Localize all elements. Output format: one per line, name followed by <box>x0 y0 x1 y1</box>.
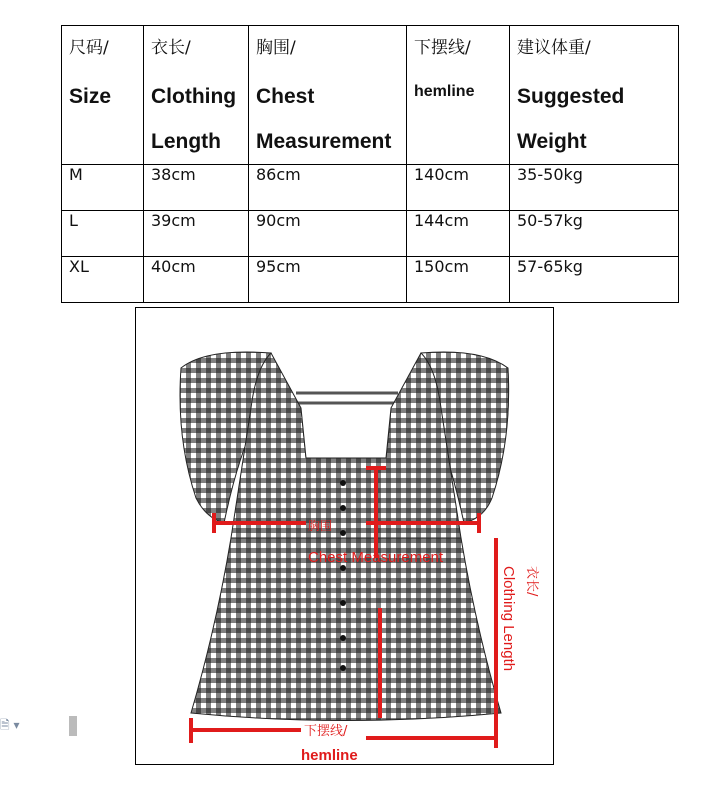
cell-weight: 35-50kg <box>510 165 679 211</box>
header-chest-cn: 胸围/ <box>256 38 296 58</box>
hem-label-en: hemline <box>301 747 358 764</box>
table-header-row <box>62 26 679 165</box>
chest-label-en: Chest Measurement <box>308 549 444 566</box>
cell-length: 39cm <box>144 211 249 257</box>
length-label-cn: 衣长/ <box>524 566 539 597</box>
header-size-en: Size <box>69 85 112 108</box>
table-row <box>62 211 679 257</box>
scroll-handle[interactable] <box>69 716 77 736</box>
header-hemline-cn: 下摆线/ <box>414 38 471 58</box>
header-size-cn: 尺码/ <box>69 38 109 58</box>
cell-size: XL <box>62 257 144 303</box>
header-hemline-en: hemline <box>414 83 475 100</box>
cell-length: 40cm <box>144 257 249 303</box>
header-hemline <box>407 26 510 165</box>
header-weight <box>510 26 679 165</box>
cell-size: L <box>62 211 144 257</box>
document-icon[interactable]: 🗎 ▾ <box>0 718 20 732</box>
cell-chest: 90cm <box>249 211 407 257</box>
header-size <box>62 26 144 165</box>
header-length-en: Clothing Length <box>151 85 237 153</box>
size-table <box>61 25 679 303</box>
cell-weight: 50-57kg <box>510 211 679 257</box>
header-weight-en: Suggested Weight <box>517 85 625 153</box>
hem-label-cn: 下摆线/ <box>304 724 348 739</box>
table-row <box>62 165 679 211</box>
header-weight-cn: 建议体重/ <box>517 38 591 58</box>
cell-length: 38cm <box>144 165 249 211</box>
length-label-en: Clothing Length <box>500 566 517 672</box>
table-row <box>62 257 679 303</box>
header-length-cn: 衣长/ <box>151 38 191 58</box>
header-chest-en: Chest Measurement <box>256 85 392 153</box>
cell-chest: 86cm <box>249 165 407 211</box>
cell-hemline: 144cm <box>407 211 510 257</box>
cell-hemline: 150cm <box>407 257 510 303</box>
garment-measurement-image <box>135 307 554 765</box>
cell-hemline: 140cm <box>407 165 510 211</box>
cell-weight: 57-65kg <box>510 257 679 303</box>
header-chest <box>249 26 407 165</box>
cell-size: M <box>62 165 144 211</box>
blouse-shape <box>180 352 509 721</box>
chest-label-cn: 胸围 <box>308 519 333 533</box>
header-length <box>144 26 249 165</box>
cell-chest: 95cm <box>249 257 407 303</box>
